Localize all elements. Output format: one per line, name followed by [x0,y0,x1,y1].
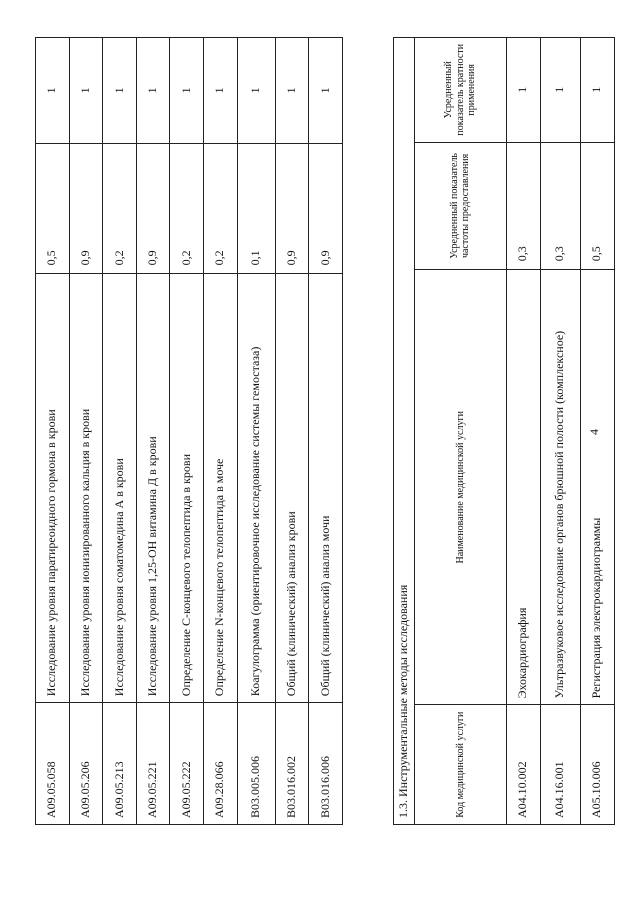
service-name: Исследование уровня паратиреоидного гормона в крови [36,274,70,703]
multiplicity-value: 1 [103,38,137,144]
section-title: 1.3. Инструментальные методы исследования [394,38,415,825]
column-header-name: Наименование медицинской услуги [414,270,506,705]
frequency-value: 0,1 [237,143,275,273]
multiplicity-value: 1 [36,38,70,144]
page-number: 4 [587,429,601,435]
multiplicity-value: 1 [580,38,614,143]
frequency-value: 0,9 [136,143,170,273]
multiplicity-value: 1 [237,38,275,144]
instrumental-methods-table [393,37,615,825]
table-row [275,38,309,825]
multiplicity-value: 1 [506,38,540,143]
column-header-multiplicity: Усредненный показатель кратности применения [414,38,506,143]
service-name: Общий (клинический) анализ мочи [309,274,343,703]
frequency-value: 0,5 [580,142,614,270]
multiplicity-value: 1 [309,38,343,144]
service-name: Определение N-концевого телопептида в моче [203,274,237,703]
lab-tests-table [35,37,343,825]
frequency-value: 0,2 [103,143,137,273]
service-code: A09.05.213 [103,703,137,825]
multiplicity-value: 1 [69,38,103,144]
table-row [103,38,137,825]
service-name: Общий (клинический) анализ крови [275,274,309,703]
frequency-value: 0,2 [170,143,204,273]
table-row [580,38,614,825]
service-name: Исследование уровня 1,25-OH витамина Д в крови [136,274,170,703]
service-code: B03.016.006 [309,703,343,825]
frequency-value: 0,9 [69,143,103,273]
table-row [36,38,70,825]
service-name: Эхокардиография [506,270,540,705]
multiplicity-value: 1 [170,38,204,144]
service-name: Коагулограмма (ориентировочное исследование системы гемостаза) [237,274,275,703]
table-row [136,38,170,825]
section-row [394,38,415,825]
multiplicity-value: 1 [203,38,237,144]
service-code: A04.16.001 [540,705,580,825]
service-name: Ультразвуковое исследование органов брюшной полости (комплексное) [540,270,580,705]
frequency-value: 0,2 [203,143,237,273]
frequency-value: 0,9 [275,143,309,273]
service-name: Исследование уровня ионизированного кальция в крови [69,274,103,703]
header-row [414,38,506,825]
table-row [540,38,580,825]
column-header-frequency: Усредненный показатель частоты предоставления [414,142,506,270]
service-code: A05.10.006 [580,705,614,825]
table-row [237,38,275,825]
table-row [203,38,237,825]
frequency-value: 0,9 [309,143,343,273]
service-name: Определение С-концевого телопептида в крови [170,274,204,703]
frequency-value: 0,3 [506,142,540,270]
multiplicity-value: 1 [275,38,309,144]
service-code: A04.10.002 [506,705,540,825]
table-row [69,38,103,825]
service-code: B03.005.006 [237,703,275,825]
frequency-value: 0,3 [540,142,580,270]
service-code: A09.05.221 [136,703,170,825]
service-name: Исследование уровня соматомедина А в крови [103,274,137,703]
service-code: A09.28.066 [203,703,237,825]
service-code: B03.016.002 [275,703,309,825]
table-row [309,38,343,825]
multiplicity-value: 1 [136,38,170,144]
multiplicity-value: 1 [540,38,580,143]
frequency-value: 0,5 [36,143,70,273]
table-row [170,38,204,825]
service-code: A09.05.206 [69,703,103,825]
table-row [506,38,540,825]
column-header-code: Код медицинской услуги [414,705,506,825]
service-code: A09.05.058 [36,703,70,825]
service-name: Регистрация электрокардиограммы [580,270,614,705]
service-code: A09.05.222 [170,703,204,825]
